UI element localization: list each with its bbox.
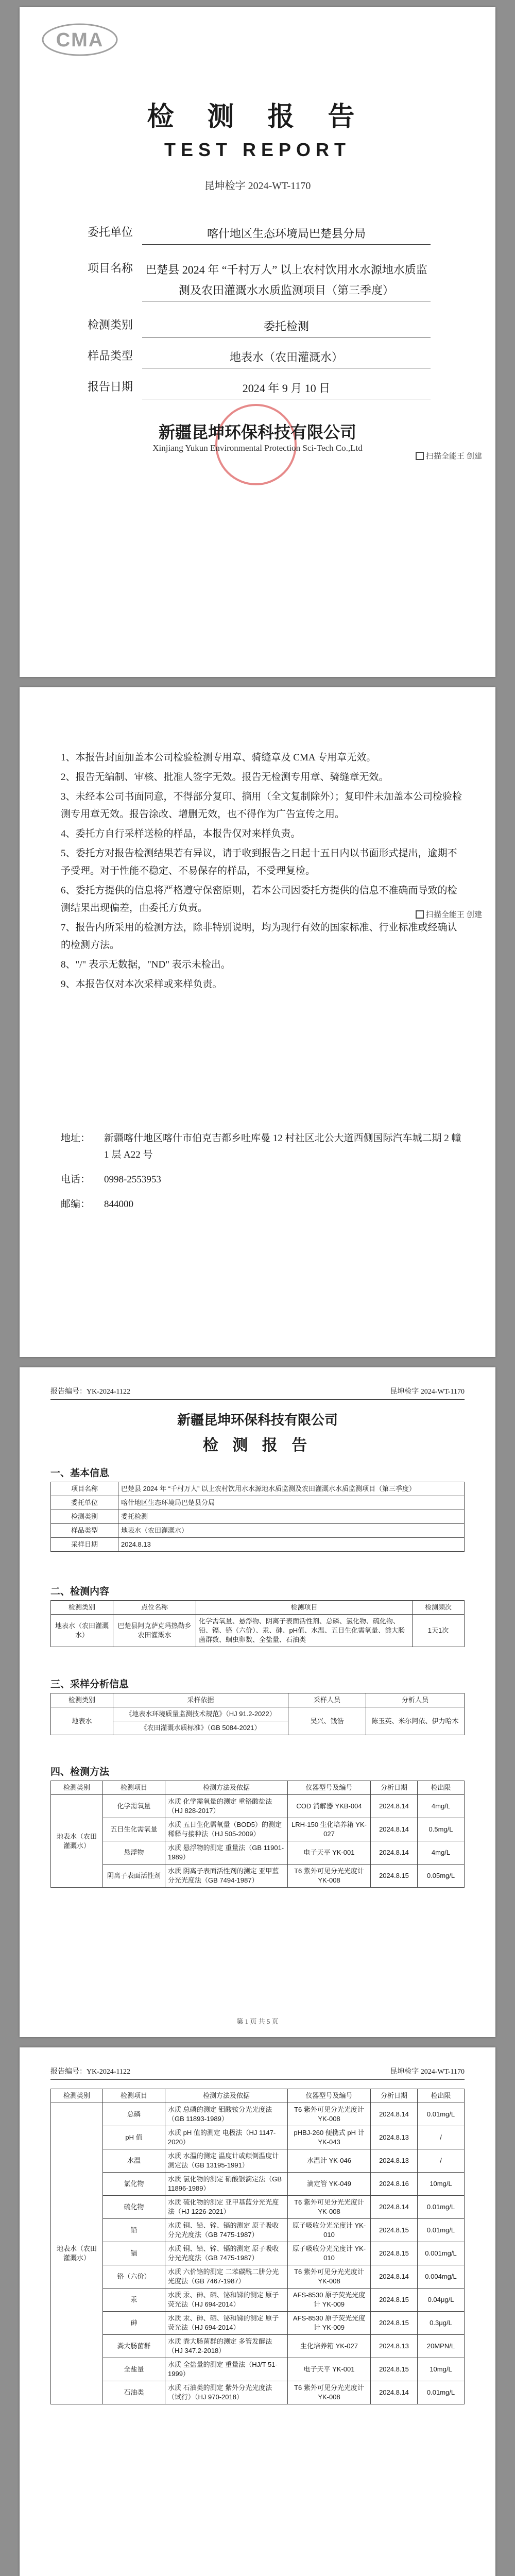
company-name: 新疆昆坤环保科技有限公司 <box>158 423 356 442</box>
cover-subtitle: TEST REPORT <box>164 139 351 160</box>
table-row: 《农田灌溉水质标准》（GB 5084-2021） <box>51 1721 465 1735</box>
table-row: 地表水 《地表水环境质量监测技术规范》（HJ 91.2-2022） 吴兴、钱浩 陈玉英、米尔阿依、伊力哈木 <box>51 1707 465 1721</box>
type-value: 委托检测 <box>142 316 431 337</box>
section-methods: 四、检测方法 <box>50 1767 110 1777</box>
table-row: 粪大肠菌群 水质 粪大肠菌群的测定 多管发酵法（HJ 347.2-2018） 生化培养箱 YK-027 2024.8.13 20MPN/L <box>51 2335 465 2358</box>
cma-logo <box>41 23 118 57</box>
date-label: 报告日期 <box>87 380 133 393</box>
table-row: 硫化物 水质 硫化物的测定 亚甲基蓝分光光度法（HJ 1226-2021） T6 紫外可见分光光度计 YK-008 2024.8.14 0.01mg/L <box>51 2196 465 2219</box>
statement-item: 3、未经本公司书面同意，不得部分复印、摘用（全文复制除外）；复印件未加盖本公司检验检测专用章无效。报告涂改、增删无效，也不得作为广告宣传之用。 <box>61 791 462 820</box>
project-field <box>71 260 442 301</box>
contact-block <box>61 1130 462 1221</box>
address-value: 新疆喀什地区喀什市伯克吉都乡吐库曼 12 村社区北公大道西侧国际汽车城二期 2 幢 1 层 A22 号 <box>104 1133 461 1160</box>
table-row: pH 值 水质 pH 值的测定 电极法（HJ 1147-2020） pHBJ-260 便携式 pH 计 YK-043 2024.8.13 / <box>51 2126 465 2149</box>
qr-icon <box>416 452 424 460</box>
table-row: 全盐量 水质 全盐量的测定 重量法（HJ/T 51-1999） 电子天平 YK-001 2024.8.15 10mg/L <box>51 2358 465 2381</box>
methods-table-1 <box>50 1781 465 1888</box>
table-row: 阴离子表面活性剂 水质 阴离子表面活性剂的测定 亚甲蓝分光光度法（GB 7494-1987） T6 紫外可见分光光度计 YK-008 2024.8.15 0.05mg/L <box>51 1865 465 1888</box>
table-row: 镉 水质 铜、铅、锌、镉的测定 原子吸收分光光度法（GB 7475-1987） 原子吸收分光光度计 YK-010 2024.8.15 0.001mg/L <box>51 2242 465 2265</box>
client-value: 喀什地区生态环境局巴楚县分局 <box>142 224 431 245</box>
date-field <box>71 378 442 399</box>
statement-item: 2、报告无编制、审核、批准人签字无效。报告无检测专用章、骑缝章无效。 <box>61 772 389 783</box>
table-row: 石油类 水质 石油类的测定 紫外分光光度法（试行）（HJ 970-2018） T6 紫外可见分光光度计 YK-008 2024.8.14 0.01mg/L <box>51 2381 465 2404</box>
statement-page <box>20 687 495 1357</box>
date-value: 2024 年 9 月 10 日 <box>142 378 431 399</box>
table-row: 五日生化需氧量 水质 五日生化需氧量（BOD5）的测定 稀释与接种法（HJ 505-2009） LRH-150 生化培养箱 YK-027 2024.8.14 0.5mg/L <box>51 1818 465 1841</box>
statement-list <box>61 749 462 995</box>
statement-item: 1、本报告封面加盖本公司检验检测专用章、骑缝章及 CMA 专用章无效。 <box>61 752 376 763</box>
table-row: 水温 水质 水温的测定 温度计或颠倒温度计测定法（GB 13195-1991） 水温计 YK-046 2024.8.13 / <box>51 2149 465 2173</box>
report-number: 昆坤检字 2024-WT-1170 <box>204 180 311 192</box>
cover-title: 检 测 报 告 <box>147 103 368 132</box>
table-row: 氯化物 水质 氯化物的测定 硝酸银滴定法（GB 11896-1989） 滴定管 YK-049 2024.8.16 10mg/L <box>51 2173 465 2196</box>
sampling-table <box>50 1693 465 1735</box>
address-label: 地址： <box>61 1133 91 1144</box>
phone-label: 电话： <box>61 1174 91 1185</box>
table-row: 地表水（农田灌溉水） 总磷 水质 总磷的测定 钼酸铵分光光度法（GB 11893-1989） T6 紫外可见分光光度计 YK-008 2024.8.14 0.01mg/L <box>51 2103 465 2126</box>
table-row: 委托单位 喀什地区生态环境局巴楚县分局 <box>51 1496 465 1510</box>
section-basic-info: 一、基本信息 <box>50 1468 110 1479</box>
table-row: 悬浮物 水质 悬浮物的测定 重量法（GB 11901-1989） 电子天平 YK-001 2024.8.14 4mg/L <box>51 1841 465 1865</box>
project-value: 巴楚县 2024 年 “千村万人” 以上农村饮用水水源地水质监测及农田灌溉水水质监测项目（第三季度） <box>142 260 431 301</box>
section-sampling: 三、采样分析信息 <box>50 1679 129 1690</box>
qr-icon <box>416 910 424 919</box>
report-page-1 <box>20 1367 495 2037</box>
table-header-row: 检测类别 采样依据 采样人员 分析人员 <box>51 1693 465 1707</box>
table-header-row: 检测类别 检测项目 检测方法及依据 仪器型号及编号 分析日期 检出限 <box>51 1781 465 1795</box>
zip-value: 844000 <box>104 1199 133 1210</box>
report-company: 新疆昆坤环保科技有限公司 <box>177 1413 338 1428</box>
table-header-row: 检测类别 点位名称 检测项目 检测频次 <box>51 1601 465 1615</box>
page-header: 报告编号：YK-2024-1122 昆坤检字 2024-WT-1170 <box>50 2066 465 2080</box>
report-title: 检 测 报 告 <box>202 1437 313 1454</box>
sample-value: 地表水（农田灌溉水） <box>142 347 431 368</box>
statement-item: 5、委托方对报告检测结果若有异议，请于收到报告之日起十五日内以书面形式提出，逾期不予受理。对于性能不稳定、不易保存的样品，不受理复检。 <box>61 848 457 876</box>
phone-value: 0998-2553953 <box>104 1174 161 1185</box>
statement-item: 4、委托方自行采样送检的样品，本报告仅对来样负责。 <box>61 828 301 839</box>
cma-mark-icon <box>41 23 118 57</box>
sample-field <box>71 347 442 368</box>
company-name-en: Xinjiang Yukun Environmental Protection Sci-Tech Co.,Ltd <box>152 443 363 453</box>
table-row: 铅 水质 铜、铅、锌、镉的测定 原子吸收分光光度法（GB 7475-1987） 原子吸收分光光度计 YK-010 2024.8.15 0.01mg/L <box>51 2219 465 2242</box>
client-field <box>71 224 442 245</box>
table-row: 地表水（农田灌溉水） 巴楚县阿克萨克玛热勒乡农田灌溉水 化学需氧量、悬浮物、阴离子表面活性剂、总磷、氯化物、硫化物、铅、镉、铬（六价）、汞、砷、pH值、水温、五日生化需氧量、粪大肠菌群数、蛔虫卵数、全盐量、石油类 1天1次 <box>51 1615 465 1647</box>
scan-watermark: 扫描全能王 创建 <box>416 909 482 920</box>
svg-text:CMA: CMA <box>56 29 104 51</box>
zip-label: 邮编： <box>61 1199 91 1210</box>
table-row: 汞 水质 汞、砷、硒、铋和锑的测定 原子荧光法（HJ 694-2014） AFS-8530 原子荧光光度计 YK-009 2024.8.15 0.04μg/L <box>51 2289 465 2312</box>
statement-item: 7、报告内所采用的检测方法，除非特别说明，均为现行有效的国家标准、行业标准或经确认的检测方法。 <box>61 922 457 951</box>
sample-label: 样品类型 <box>87 349 133 362</box>
basic-info-table <box>50 1482 465 1552</box>
table-row: 铬（六价） 水质 六价铬的测定 二苯碳酰二肼分光光度法（GB 7467-1987） T6 紫外可见分光光度计 YK-008 2024.8.14 0.004mg/L <box>51 2265 465 2289</box>
methods-table-2 <box>50 2089 465 2404</box>
page-header: 报告编号：YK-2024-1122 昆坤检字 2024-WT-1170 <box>50 1386 465 1400</box>
table-row: 样品类型 地表水（农田灌溉水） <box>51 1524 465 1538</box>
type-label: 检测类别 <box>87 318 133 331</box>
statement-item: 8、"/" 表示无数据，"ND" 表示未检出。 <box>61 959 231 970</box>
scan-watermark: 扫描全能王 创建 <box>416 450 482 461</box>
statement-item: 9、本报告仅对本次采样或来样负责。 <box>61 979 222 990</box>
table-row: 采样日期 2024.8.13 <box>51 1538 465 1552</box>
type-field <box>71 316 442 337</box>
client-label: 委托单位 <box>87 226 133 239</box>
cover-page <box>20 7 495 677</box>
project-label: 项目名称 <box>87 262 133 275</box>
section-test-content: 二、检测内容 <box>50 1586 110 1597</box>
table-row: 项目名称 巴楚县 2024 年 “千村万人” 以上农村饮用水水源地水质监测及农田灌溉水水质监测项目（第三季度） <box>51 1482 465 1496</box>
statement-item: 6、委托方提供的信息将严格遵守保密原则，若本公司因委托方提供的信息不准确而导致的检测结果出现偏差，由委托方负责。 <box>61 885 457 913</box>
page-number: 第 1 页 共 5 页 <box>236 2018 279 2025</box>
table-header-row: 检测类别 检测项目 检测方法及依据 仪器型号及编号 分析日期 检出限 <box>51 2089 465 2103</box>
table-row: 检测类别 委托检测 <box>51 1510 465 1524</box>
table-row: 砷 水质 汞、砷、硒、铋和锑的测定 原子荧光法（HJ 694-2014） AFS-8530 原子荧光光度计 YK-009 2024.8.15 0.3μg/L <box>51 2312 465 2335</box>
report-page-2 <box>20 2047 495 2576</box>
test-content-table <box>50 1600 465 1647</box>
table-row: 地表水（农田灌溉水） 化学需氧量 水质 化学需氧量的测定 重铬酸盐法（HJ 828-2017） COD 消解器 YKB-004 2024.8.14 4mg/L <box>51 1795 465 1818</box>
